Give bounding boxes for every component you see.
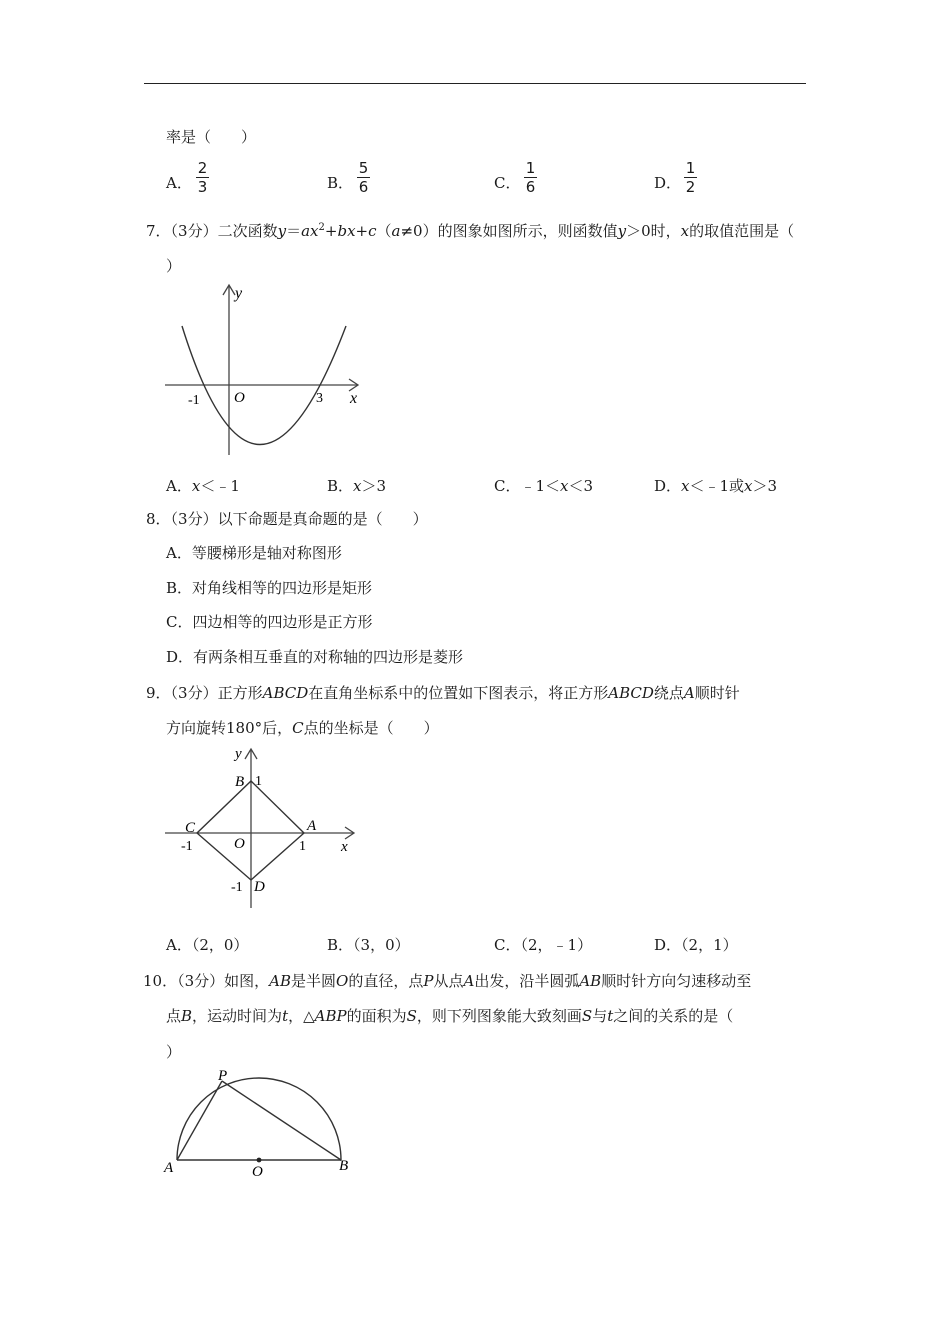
q9-stem-line1: 9．（3分）正方形ABCD在直角坐标系中的位置如下图表示，将正方形ABCD绕点A顺时针 bbox=[146, 684, 740, 702]
denominator: 2 bbox=[685, 178, 696, 196]
q6-option-a-label: A． bbox=[166, 174, 192, 192]
q9-square-graph bbox=[155, 738, 370, 910]
point-o-label: O bbox=[252, 1164, 263, 1180]
center-point bbox=[257, 1158, 262, 1163]
denominator: 6 bbox=[525, 178, 536, 196]
q10-stem-line3: ） bbox=[166, 1043, 182, 1061]
q10-stem-line1: 10．（3分）如图，AB是半圆O的直径，点P从点A出发，沿半圆弧AB顺时针方向匀速移动至 bbox=[143, 972, 752, 990]
q6-option-d-label: D． bbox=[654, 174, 682, 192]
q6-option-b-label: B． bbox=[327, 174, 354, 192]
vertex-c-label: C bbox=[185, 820, 196, 836]
q8-option-b[interactable]: B．对角线相等的四边形是矩形 bbox=[166, 579, 373, 597]
point-p-label: P bbox=[218, 1068, 228, 1084]
q7-option-b[interactable]: B．x＞3 bbox=[327, 477, 387, 495]
q9-option-b[interactable]: B．（3，0） bbox=[327, 936, 410, 954]
q9-stem-line2: 方向旋转180°后，C点的坐标是（ ） bbox=[166, 719, 439, 737]
tick-label-x-neg1: -1 bbox=[181, 839, 193, 854]
x-axis-label: x bbox=[341, 839, 348, 855]
q7-parabola-graph bbox=[155, 278, 370, 458]
denominator: 3 bbox=[197, 178, 208, 196]
vertex-b-label: B bbox=[235, 774, 245, 790]
header-rule bbox=[144, 83, 806, 84]
origin-label: O bbox=[234, 390, 245, 406]
q9-option-d[interactable]: D．（2，1） bbox=[654, 936, 738, 954]
origin-label: O bbox=[234, 836, 245, 852]
chord-ap bbox=[177, 1081, 222, 1160]
semicircle-arc bbox=[177, 1078, 341, 1160]
q6-option-a-fraction bbox=[196, 160, 209, 195]
q6-option-c-label: C． bbox=[494, 174, 521, 192]
numerator: 2 bbox=[197, 159, 208, 177]
tick-label-y-pos1: 1 bbox=[255, 774, 262, 789]
root-label-neg1: -1 bbox=[188, 393, 200, 408]
x-axis-label: x bbox=[350, 390, 358, 407]
point-a-label: A bbox=[164, 1160, 174, 1176]
q6-option-c-fraction bbox=[524, 160, 537, 195]
point-b-label: B bbox=[339, 1158, 349, 1174]
q8-option-c[interactable]: C．四边相等的四边形是正方形 bbox=[166, 613, 373, 631]
chord-pb bbox=[222, 1081, 341, 1160]
q10-stem-line2: 点B，运动时间为t，△ABP的面积为S，则下列图象能大致刻画S与t之间的关系的是（ bbox=[166, 1007, 734, 1025]
numerator: 1 bbox=[525, 159, 536, 177]
denominator: 6 bbox=[358, 178, 369, 196]
q6-stem-tail: 率是（ ） bbox=[166, 128, 257, 146]
numerator: 1 bbox=[685, 159, 696, 177]
q9-option-a[interactable]: A．（2，0） bbox=[166, 936, 249, 954]
vertex-a-label: A bbox=[307, 818, 317, 834]
q9-option-c[interactable]: C．（2，﹣1） bbox=[494, 936, 593, 954]
vertex-d-label: D bbox=[254, 879, 265, 895]
tick-label-y-neg1: -1 bbox=[231, 880, 243, 895]
q7-option-a[interactable]: A．x＜﹣1 bbox=[166, 477, 240, 495]
y-axis-label: y bbox=[235, 285, 243, 302]
q6-option-b-fraction bbox=[357, 160, 370, 195]
q7-stem-line2: ） bbox=[166, 257, 182, 275]
q8-option-d[interactable]: D．有两条相互垂直的对称轴的四边形是菱形 bbox=[166, 648, 464, 666]
q7-option-c[interactable]: C．﹣1＜x＜3 bbox=[494, 477, 594, 495]
numerator: 5 bbox=[358, 159, 369, 177]
root-label-3: 3 bbox=[316, 391, 323, 406]
q8-stem: 8．（3分）以下命题是真命题的是（ ） bbox=[146, 510, 428, 528]
q10-semicircle-graph bbox=[155, 1068, 360, 1180]
tick-label-x-pos1: 1 bbox=[299, 839, 306, 854]
q7-option-d[interactable]: D．x＜﹣1或x＞3 bbox=[654, 477, 778, 495]
y-axis-label: y bbox=[235, 746, 242, 762]
q8-option-a[interactable]: A．等腰梯形是轴对称图形 bbox=[166, 544, 342, 562]
q6-option-d-fraction bbox=[684, 160, 697, 195]
q7-stem-line1: 7．（3分）二次函数$y=ax^2+bx+c(a\ne 0)$的图象如图所示，则函数值y＞0时，x的取值范围是（ bbox=[146, 222, 795, 240]
